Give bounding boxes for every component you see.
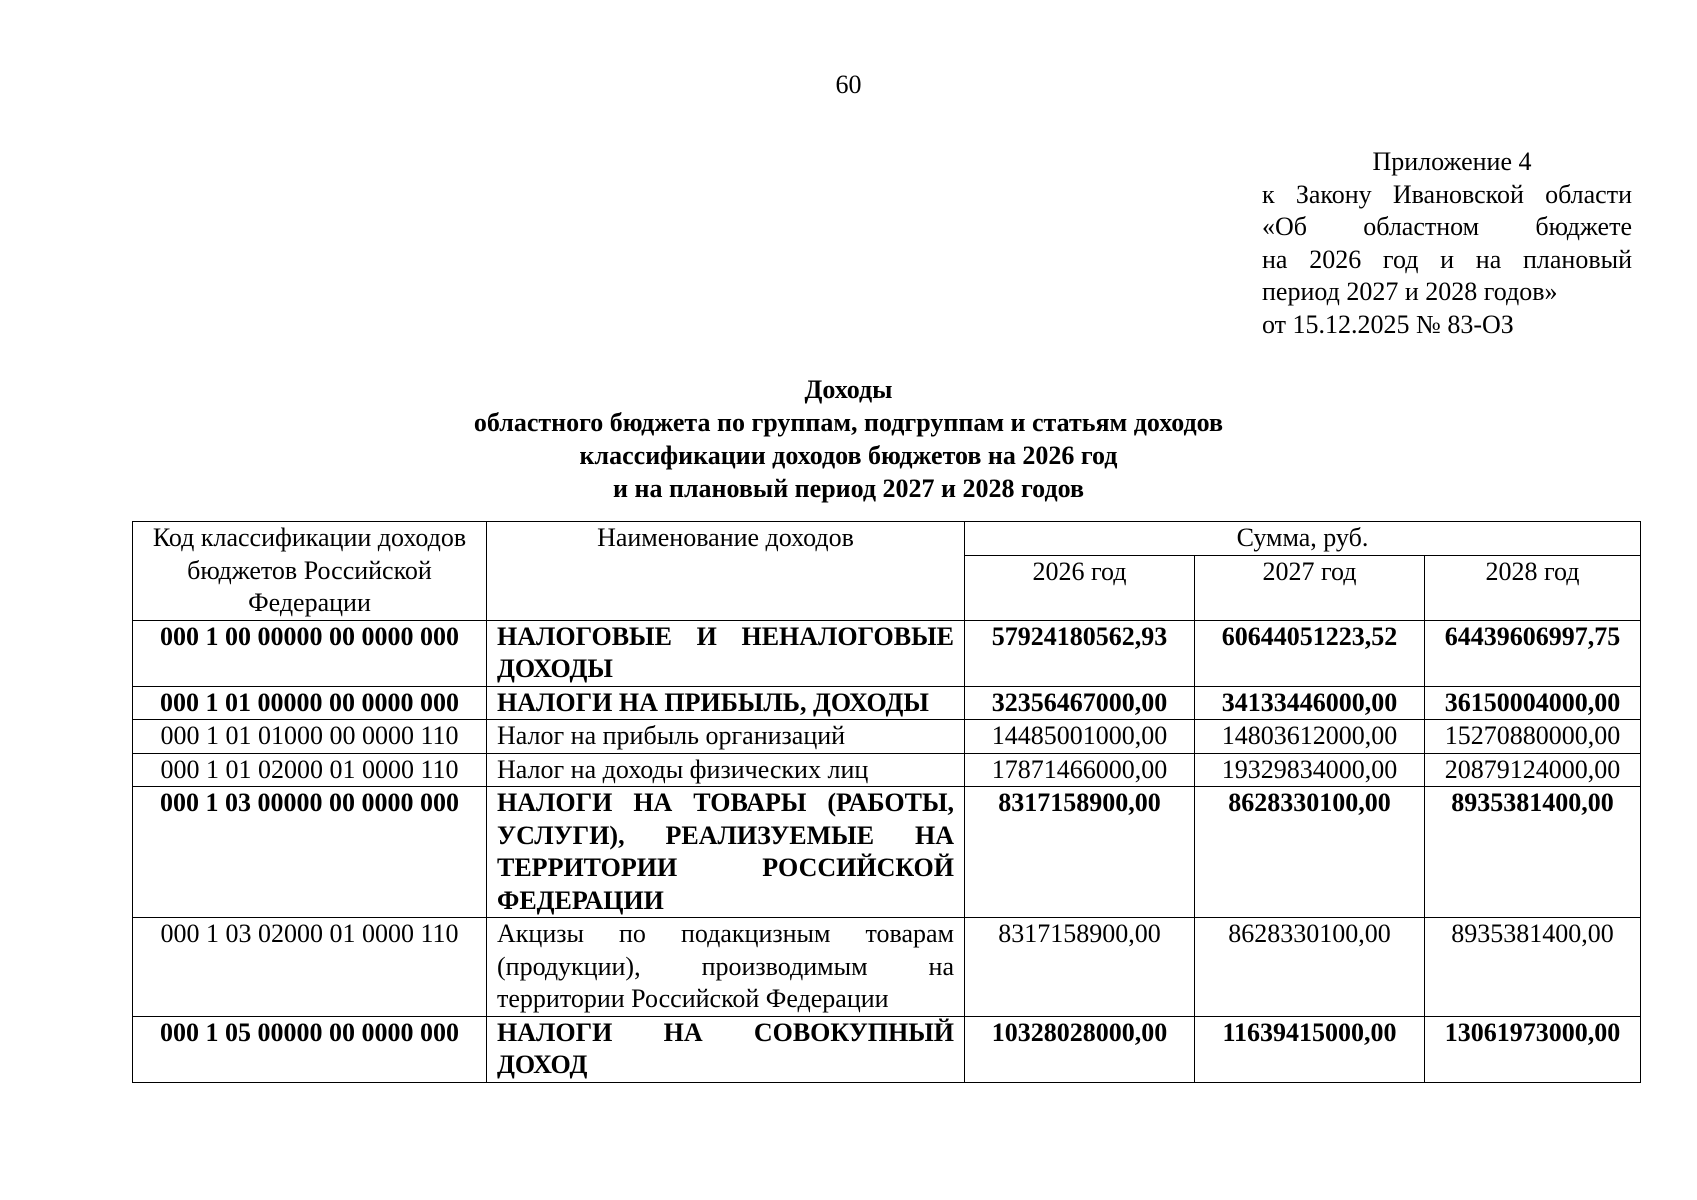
row-value-2028: 15270880000,00 [1425,720,1641,754]
header-row-1 [133,522,1641,556]
row-name: Налог на прибыль организаций [487,720,965,754]
row-value-2027: 8628330100,00 [1195,787,1425,918]
row-value-2027: 19329834000,00 [1195,753,1425,787]
header-code: Код классификации доходов бюджетов Российской Федерации [133,522,487,621]
table-row [133,720,1641,754]
title-line-1: Доходы [804,375,893,404]
appendix-line-1: к Закону Ивановской области [1262,179,1632,209]
title-line-4: и на плановый период 2027 и 2028 годов [613,474,1084,503]
title-line-3: классификации доходов бюджетов на 2026 год [579,441,1118,470]
row-name: Налог на доходы физических лиц [487,753,965,787]
table-row [133,620,1641,686]
header-2027: 2027 год [1195,555,1425,620]
row-code: 000 1 01 02000 01 0000 110 [133,753,487,787]
appendix-line-4: период 2027 и 2028 годов» [1262,277,1558,306]
row-value-2026: 10328028000,00 [965,1016,1195,1082]
table-row [133,1016,1641,1082]
header-sum: Сумма, руб. [965,522,1641,556]
row-code: 000 1 03 02000 01 0000 110 [133,918,487,1017]
row-value-2026: 8317158900,00 [965,918,1195,1017]
row-name: НАЛОГИ НА СОВОКУПНЫЙ ДОХОД [487,1016,965,1082]
row-value-2026: 57924180562,93 [965,620,1195,686]
row-code: 000 1 01 00000 00 0000 000 [133,686,487,720]
row-value-2028: 8935381400,00 [1425,787,1641,918]
appendix-title: Приложение 4 [1372,147,1532,176]
table-row [133,686,1641,720]
row-value-2026: 8317158900,00 [965,787,1195,918]
row-code: 000 1 03 00000 00 0000 000 [133,787,487,918]
table-row [133,753,1641,787]
header-2028: 2028 год [1425,555,1641,620]
row-value-2028: 64439606997,75 [1425,620,1641,686]
title-line-2: областного бюджета по группам, подгруппам и статьям доходов [473,408,1224,437]
table-row [133,787,1641,918]
document-title [0,373,1697,505]
row-value-2027: 11639415000,00 [1195,1016,1425,1082]
row-value-2026: 32356467000,00 [965,686,1195,720]
row-name: Акцизы по подакцизным товарам (продукции), производимым на территории Российской Федерации [487,918,965,1017]
header-2026: 2026 год [965,555,1195,620]
row-value-2026: 17871466000,00 [965,753,1195,787]
appendix-line-5: от 15.12.2025 № 83-ОЗ [1262,309,1514,339]
row-value-2028: 8935381400,00 [1425,918,1641,1017]
appendix-line-3: на 2026 год и на плановый [1262,244,1632,274]
table-row [133,918,1641,1017]
row-code: 000 1 05 00000 00 0000 000 [133,1016,487,1082]
income-table [132,521,1641,1083]
row-name: НАЛОГИ НА ПРИБЫЛЬ, ДОХОДЫ [487,686,965,720]
header-name: Наименование доходов [487,522,965,621]
appendix-line-2: «Об областном бюджете [1262,212,1632,241]
row-value-2028: 20879124000,00 [1425,753,1641,787]
row-value-2028: 13061973000,00 [1425,1016,1641,1082]
row-value-2027: 34133446000,00 [1195,686,1425,720]
row-code: 000 1 01 01000 00 0000 110 [133,720,487,754]
row-value-2027: 8628330100,00 [1195,918,1425,1017]
page-number: 60 [835,70,862,99]
row-value-2027: 60644051223,52 [1195,620,1425,686]
row-value-2026: 14485001000,00 [965,720,1195,754]
row-value-2028: 36150004000,00 [1425,686,1641,720]
row-code: 000 1 00 00000 00 0000 000 [133,620,487,686]
row-value-2027: 14803612000,00 [1195,720,1425,754]
row-name: НАЛОГОВЫЕ И НЕНАЛОГОВЫЕ ДОХОДЫ [487,620,965,686]
appendix-block [1262,146,1632,341]
row-name: НАЛОГИ НА ТОВАРЫ (РАБОТЫ, УСЛУГИ), РЕАЛИЗУЕМЫЕ НА ТЕРРИТОРИИ РОССИЙСКОЙ ФЕДЕРАЦИИ [487,787,965,918]
